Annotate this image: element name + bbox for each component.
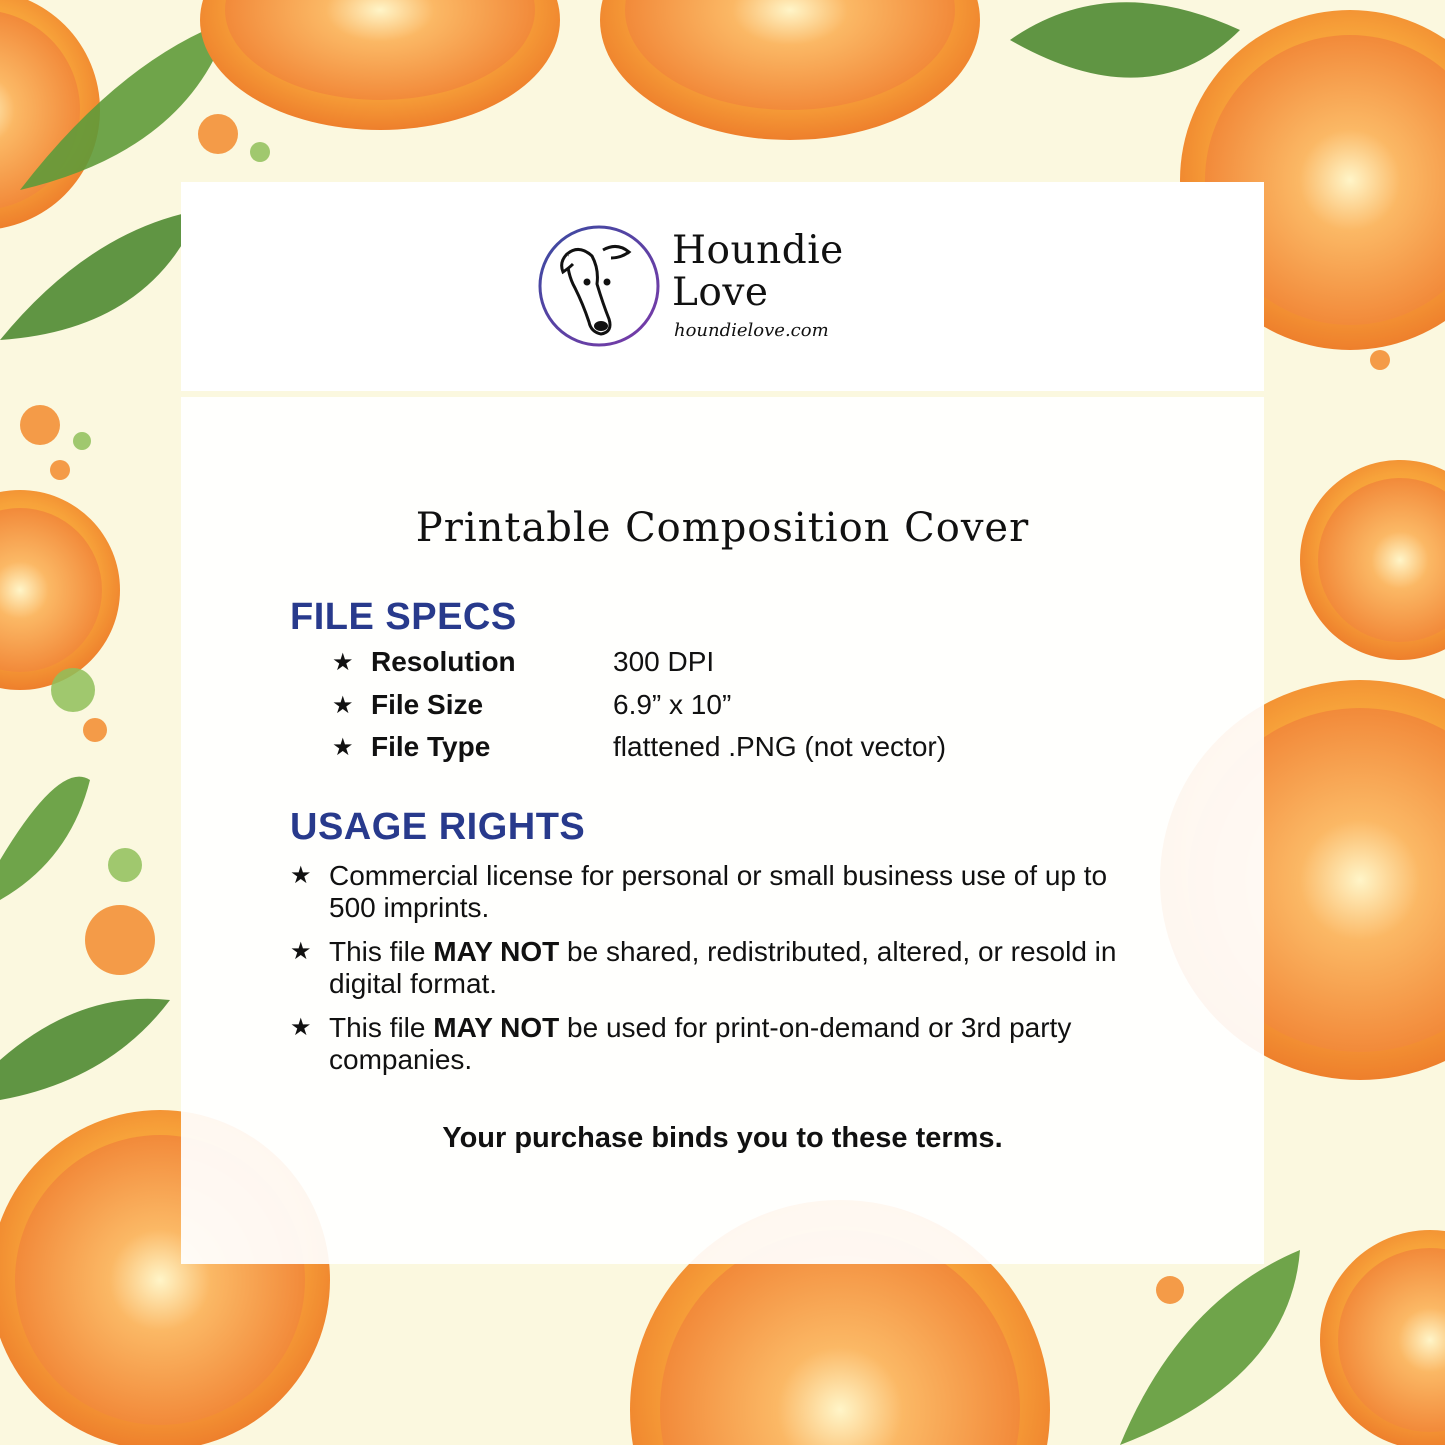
slice-top-left [0, 0, 100, 230]
spec-label: File Size [371, 689, 484, 720]
leaf-left-lower [0, 999, 170, 1100]
brand-name-line2: Love [672, 270, 769, 315]
star-icon: ★ [332, 692, 354, 719]
usage-right-item [290, 860, 1160, 924]
star-icon: ★ [332, 734, 354, 761]
leaf-bottom-right [1120, 1250, 1300, 1445]
page-title: Printable Composition Cover [415, 505, 1030, 551]
usage-right-text: Commercial license for personal or small business use of up to 500 imprints. [329, 860, 1108, 923]
spec-label: Resolution [371, 646, 516, 677]
spec-label: File Type [371, 731, 491, 762]
brand-name [672, 230, 972, 314]
leaf-left-middle [0, 777, 90, 900]
slice-top-center2 [600, 0, 980, 140]
slice-right-middle [1300, 460, 1445, 660]
terms-note: Your purchase binds you to these terms. [442, 1122, 1003, 1154]
usage-right-item [290, 1012, 1160, 1076]
usage-right-text: This file MAY NOT be shared, redistributed, altered, or resold in digital format. [329, 936, 1117, 999]
star-icon: ★ [332, 649, 354, 676]
usage-right-item [290, 936, 1160, 1000]
slice-top-center [200, 0, 560, 130]
brand-url: houndielove.com [674, 320, 829, 341]
star-icon: ★ [290, 1014, 312, 1041]
star-icon: ★ [290, 862, 312, 889]
greyhound-face-icon [537, 224, 661, 348]
slice-left-middle [0, 490, 120, 690]
leaf-top-right [1010, 2, 1240, 77]
usage-rights-heading: USAGE RIGHTS [290, 806, 586, 848]
slice-bottom-right [1320, 1230, 1445, 1445]
file-specs-heading: FILE SPECS [290, 596, 517, 638]
usage-right-text: This file MAY NOT be used for print-on-demand or 3rd party companies. [329, 1012, 1072, 1075]
spec-value: 300 DPI [613, 646, 715, 677]
spec-value: 6.9” x 10” [613, 689, 732, 720]
star-icon: ★ [290, 938, 312, 965]
brand-name-line1: Houndie [672, 228, 844, 273]
spec-value: flattened .PNG (not vector) [613, 731, 947, 762]
